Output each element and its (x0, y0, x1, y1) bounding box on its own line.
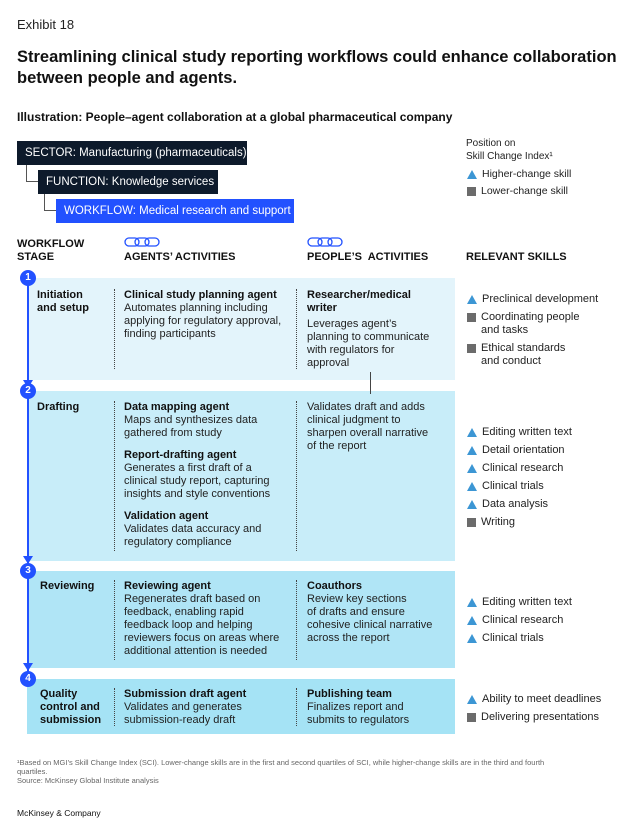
skill-label-line: Coordinating people (481, 311, 580, 323)
agent-desc-line: reviewers focus on areas where (124, 632, 280, 644)
column-header-stage (17, 238, 84, 264)
agent-desc-line: Generates a first draft of a (124, 462, 252, 474)
skill-label: Clinical trials (482, 480, 544, 492)
agent-desc-line: Validates and generates (124, 701, 242, 713)
connector-line (26, 165, 38, 182)
skill-label: Clinical research (482, 614, 564, 626)
people-desc-line: submits to regulators (307, 714, 410, 726)
agent-desc-line: Maps and synthesizes data (124, 414, 258, 426)
stage-name-line: submission (40, 714, 102, 726)
source-line: Source: McKinsey Global Institute analysis (17, 776, 159, 785)
skill-label-line: and tasks (481, 324, 529, 336)
people-link-icon (307, 236, 343, 248)
agent-desc-line: clinical study report, capturing (124, 475, 270, 487)
brand-logo: McKinsey & Company (17, 808, 101, 818)
agent-desc-line: Validates data accuracy and (124, 523, 262, 535)
triangle-icon (467, 598, 477, 607)
people-title: writer (307, 302, 337, 314)
skill-label: Writing (481, 516, 516, 528)
skill-label: Data analysis (482, 498, 549, 510)
timeline-line (27, 578, 29, 672)
skill-label: Clinical trials (482, 632, 544, 644)
people-activity (307, 580, 452, 645)
skill-label: Detail orientation (482, 444, 565, 456)
agent-desc-line: applying for regulatory approval, (124, 315, 282, 327)
column-header-people: PEOPLE’S ACTIVITIES (307, 251, 429, 263)
legend-lower (467, 185, 568, 197)
agent-title: Reviewing agent (124, 580, 211, 592)
workflow-box: WORKFLOW: Medical research and support (56, 199, 294, 223)
agent-activity (124, 289, 294, 341)
people-desc-line: approval (307, 357, 350, 369)
skills-list (467, 693, 617, 724)
triangle-icon (467, 170, 477, 179)
triangle-icon (467, 482, 477, 491)
square-icon (467, 518, 476, 527)
page-title: Streamlining clinical study reporting workflows could enhance collaboration between people and agents. (17, 48, 617, 87)
agent-desc-line: Regenerates draft based on (124, 593, 261, 605)
skills-list (467, 426, 617, 529)
skill-label-line: and conduct (481, 355, 541, 367)
footnote-line: ¹Based on MGI’s Skill Change Index (SCI). Lower-change skills are in the first and second quartiles of SCI, while higher-change skills are in the third and fourth (17, 758, 545, 767)
people-desc-line: sharpen overall narrative (307, 427, 429, 439)
stage-name: Reviewing (40, 580, 95, 592)
illustration-subtitle: Illustration: People–agent collaboration at a global pharmaceutical company (17, 110, 453, 124)
legend-lower-label: Lower-change skill (481, 185, 568, 197)
agent-title: Submission draft agent (124, 688, 247, 700)
people-activity (307, 688, 452, 727)
column-header-line: WORKFLOW (17, 238, 85, 250)
people-title: Researcher/medical (307, 289, 411, 301)
function-box: FUNCTION: Knowledge services (38, 170, 218, 194)
agent-title: Clinical study planning agent (124, 289, 277, 301)
triangle-icon (467, 500, 477, 509)
skill-item (467, 293, 617, 306)
legend-higher-label: Higher-change skill (482, 168, 572, 180)
agent-desc-line: additional attention is needed (124, 645, 268, 657)
step-number-3: 3 (20, 563, 36, 579)
skill-item (467, 311, 617, 337)
agent-desc-line: insights and style conventions (124, 488, 271, 500)
agent-activity (124, 401, 296, 549)
agent-title: Validation agent (124, 510, 209, 522)
agent-desc-line: feedback, enabling rapid (124, 606, 244, 618)
stage-name (37, 289, 89, 315)
skill-item (467, 342, 617, 368)
triangle-icon (467, 428, 477, 437)
people-activity (307, 401, 447, 453)
stage-name-line: and setup (37, 302, 89, 314)
column-divider (114, 580, 115, 660)
step-number-1: 1 (20, 270, 36, 286)
legend-title-line: Skill Change Index¹ (466, 151, 553, 162)
column-header-skills: RELEVANT SKILLS (466, 251, 567, 263)
people-desc-line: of the report (307, 440, 367, 452)
agent-title: Report-drafting agent (124, 449, 237, 461)
column-divider (296, 580, 297, 660)
exhibit-label: Exhibit 18 (17, 17, 75, 32)
triangle-icon (467, 446, 477, 455)
column-header-agents: AGENTS’ ACTIVITIES (124, 251, 236, 263)
footnote-line: quartiles. (17, 767, 48, 776)
people-desc-line: cohesive clinical narrative (307, 619, 433, 631)
agent-title: Data mapping agent (124, 401, 230, 413)
people-desc-line: Leverages agent’s (307, 318, 397, 330)
agent-desc-line: Automates planning including (124, 302, 268, 314)
agent-desc-line: submission-ready draft (124, 714, 236, 726)
stage-name-line: Initiation (37, 289, 83, 301)
square-icon (467, 344, 476, 353)
column-divider (296, 289, 297, 369)
skill-label (481, 311, 579, 337)
skill-item (467, 444, 617, 457)
people-activity (307, 289, 447, 370)
triangle-icon (467, 295, 477, 304)
agent-desc-line: regulatory compliance (124, 536, 232, 548)
square-icon (467, 313, 476, 322)
people-desc-line: Validates draft and adds (307, 401, 425, 413)
triangle-icon (467, 634, 477, 643)
footnote (17, 758, 617, 785)
triangle-icon (467, 464, 477, 473)
agent-activity (124, 580, 296, 658)
skill-label: Editing written text (482, 596, 572, 608)
agent-link-icon (124, 236, 160, 248)
skill-item (467, 596, 617, 609)
people-title: Coauthors (307, 580, 362, 592)
timeline-line (27, 398, 29, 564)
sector-box: SECTOR: Manufacturing (pharmaceuticals) (17, 141, 247, 165)
skills-list (467, 596, 617, 645)
stage-name-line: Quality (40, 688, 78, 700)
agent-desc-line: feedback loop and helping (124, 619, 253, 631)
column-divider (114, 401, 115, 551)
connector-tick (370, 372, 371, 394)
timeline-line (27, 285, 29, 387)
legend-title-line: Position on (466, 138, 516, 149)
skill-label: Preclinical development (482, 293, 599, 305)
agent-activity (124, 688, 296, 727)
people-desc-line: planning to communicate (307, 331, 430, 343)
people-desc-line: Review key sections (307, 593, 407, 605)
column-divider (114, 688, 115, 726)
stage-name (40, 688, 101, 727)
square-icon (467, 713, 476, 722)
skill-item (467, 516, 617, 529)
skill-label: Ability to meet deadlines (482, 693, 602, 705)
column-divider (296, 688, 297, 726)
people-desc-line: of drafts and ensure (307, 606, 405, 618)
people-desc-line: clinical judgment to (307, 414, 401, 426)
skill-item (467, 426, 617, 439)
square-icon (467, 187, 476, 196)
legend-title (466, 137, 553, 163)
skill-item (467, 711, 617, 724)
column-divider (296, 401, 297, 551)
agent-desc-line: gathered from study (124, 427, 222, 439)
legend-higher (467, 168, 571, 180)
skill-item (467, 632, 617, 645)
people-desc-line: across the report (307, 632, 390, 644)
step-number-2: 2 (20, 383, 36, 399)
skill-label: Editing written text (482, 426, 572, 438)
agent-desc-line: finding participants (124, 328, 216, 340)
triangle-icon (467, 616, 477, 625)
people-desc-line: Finalizes report and (307, 701, 404, 713)
step-number-4: 4 (20, 671, 36, 687)
skills-list (467, 293, 617, 368)
skill-item (467, 614, 617, 627)
people-desc-line: with regulators for (307, 344, 395, 356)
skill-label: Clinical research (482, 462, 564, 474)
arrow-down-icon (23, 663, 33, 671)
skill-label: Delivering presentations (481, 711, 600, 723)
skill-item (467, 480, 617, 493)
skill-label (481, 342, 565, 368)
people-title: Publishing team (307, 688, 392, 700)
column-header-line: STAGE (17, 251, 55, 263)
column-divider (114, 289, 115, 369)
skill-item (467, 498, 617, 511)
skill-item (467, 693, 617, 706)
skill-item (467, 462, 617, 475)
stage-name: Drafting (37, 401, 80, 413)
connector-line (44, 194, 56, 211)
triangle-icon (467, 695, 477, 704)
skill-label-line: Ethical standards (481, 342, 566, 354)
stage-name-line: control and (40, 701, 100, 713)
